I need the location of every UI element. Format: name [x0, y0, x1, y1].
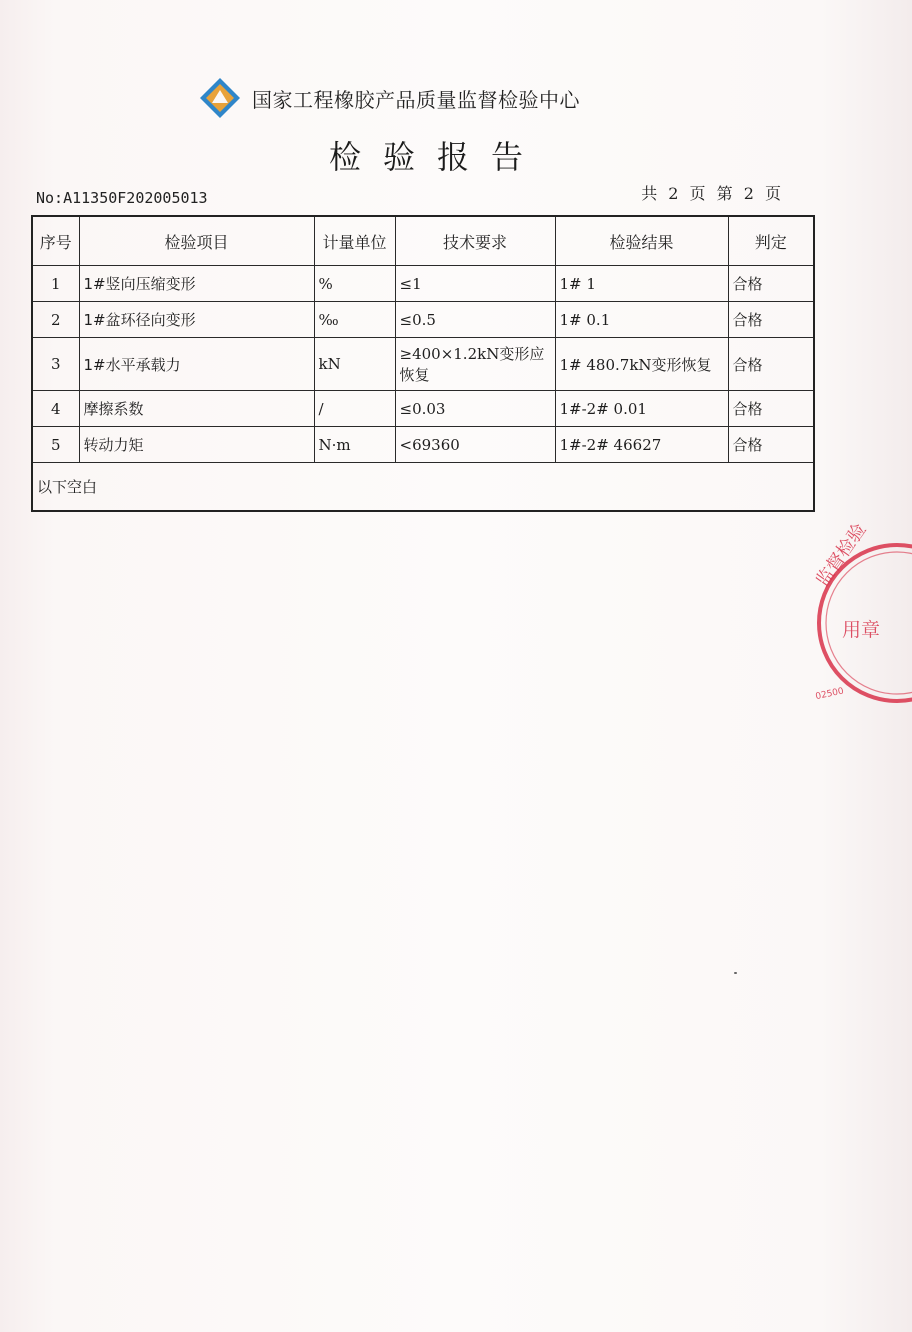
inspection-table	[31, 215, 815, 512]
row-unit: N·m	[314, 427, 395, 463]
row-item: 1#水平承载力	[79, 338, 314, 391]
row-item: 转动力矩	[79, 427, 314, 463]
row-unit: kN	[314, 338, 395, 391]
row-item: 1#盆环径向变形	[79, 302, 314, 338]
row-item: 1#竖向压缩变形	[79, 266, 314, 302]
organization-name: 国家工程橡胶产品质量监督检验中心	[252, 88, 580, 112]
paper-speck	[734, 972, 737, 974]
row-result: 1# 0.1	[555, 302, 728, 338]
row-requirement: ≤1	[395, 266, 555, 302]
row-requirement: ≥400×1.2kN变形应恢复	[395, 338, 555, 391]
row-index: 2	[32, 302, 79, 338]
row-index: 5	[32, 427, 79, 463]
page-indicator: 共 2 页 第 2 页	[641, 184, 784, 203]
row-result: 1#-2# 46627	[555, 427, 728, 463]
row-verdict: 合格	[728, 427, 814, 463]
row-verdict: 合格	[728, 391, 814, 427]
report-number: No:A11350F202005013	[36, 189, 208, 207]
stamp-bottom-text: 02500	[814, 686, 845, 703]
official-seal-stamp	[812, 519, 912, 708]
row-result: 1# 1	[555, 266, 728, 302]
row-unit: /	[314, 391, 395, 427]
row-index: 3	[32, 338, 79, 391]
table-row	[32, 338, 814, 391]
blank-note: 以下空白	[32, 463, 814, 512]
table-row	[32, 391, 814, 427]
row-verdict: 合格	[728, 338, 814, 391]
table-row	[32, 266, 814, 302]
blank-note-row	[32, 463, 814, 512]
table-row	[32, 302, 814, 338]
col-header-unit: 计量单位	[314, 216, 395, 266]
row-item: 摩擦系数	[79, 391, 314, 427]
row-requirement: ≤0.5	[395, 302, 555, 338]
col-header-verdict: 判定	[728, 216, 814, 266]
row-requirement: <69360	[395, 427, 555, 463]
col-header-item: 检验项目	[79, 216, 314, 266]
row-result: 1#-2# 0.01	[555, 391, 728, 427]
table-header-row	[32, 216, 814, 266]
org-logo-icon	[198, 76, 242, 120]
row-requirement: ≤0.03	[395, 391, 555, 427]
row-verdict: 合格	[728, 266, 814, 302]
col-header-index: 序号	[32, 216, 79, 266]
row-index: 4	[32, 391, 79, 427]
row-verdict: 合格	[728, 302, 814, 338]
row-result: 1# 480.7kN变形恢复	[555, 338, 728, 391]
stamp-top-text: 监督检验	[812, 519, 871, 591]
stamp-mid-text: 用章	[842, 619, 881, 641]
row-unit: %	[314, 266, 395, 302]
row-index: 1	[32, 266, 79, 302]
row-unit: ‰	[314, 302, 395, 338]
report-title: 检验报告	[328, 138, 545, 176]
col-header-result: 检验结果	[555, 216, 728, 266]
table-row	[32, 427, 814, 463]
col-header-requirement: 技术要求	[395, 216, 555, 266]
